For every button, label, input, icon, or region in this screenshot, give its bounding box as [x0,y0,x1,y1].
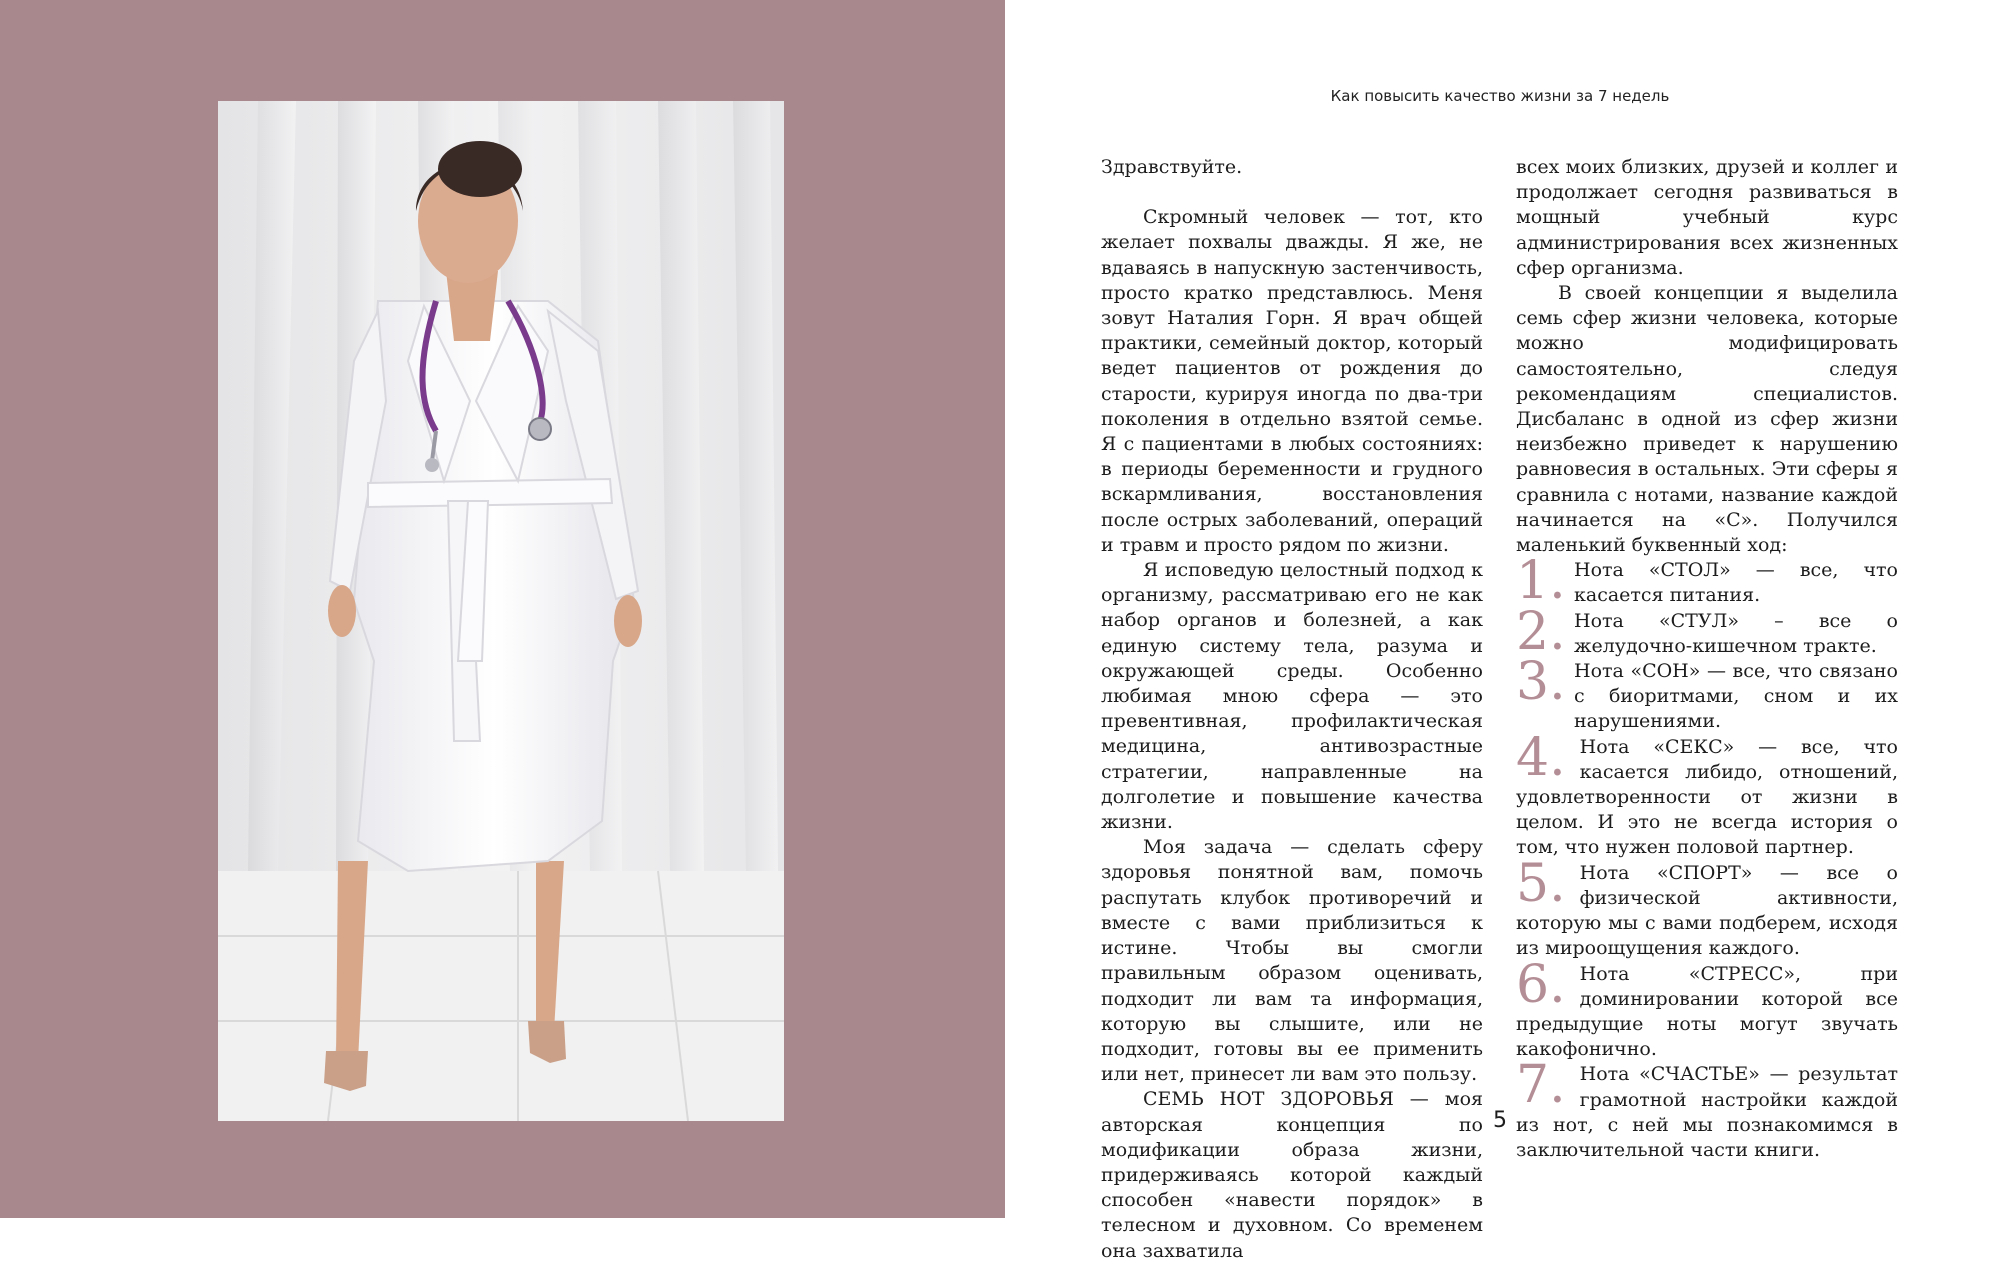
paragraph: В своей концепции я выделила семь сфер жизни человека, которые можно модифицировать самостоятельно, следуя рекомендациям специалистов. Дисбаланс в одной из сфер жизни неизбежно приведет к нарушению равновесия в остальных. Эти сферы я сравнила с нотами, название каждой начинается на «С». Получился маленький буквенный ход: [1516,282,1898,557]
left-page [0,0,1005,1218]
note-item [1516,727,1898,861]
paragraph: Я исповедую целостный подход к организму, рассматриваю его не как набор органов и болезней, а как единую систему тела, разума и окружающей среды. Особенно любимая мною сфера — это превентивная, профилактическая медицина, антивозрастные стратегии, направленные на долголетие и повышение качества жизни. [1101,559,1483,834]
text-column-left [1101,155,1483,1264]
note-item [1516,853,1898,962]
note-item [1516,1055,1898,1163]
doctor-portrait-illustration [218,101,784,1121]
note-text: Нота «СЕКС» — все, что касается либидо, отношений, удовлетворенности от жизни в целом. И это не всегда история о том, что нужен половой партнер. [1516,735,1898,859]
running-head: Как повысить качество жизни за 7 недель [1330,87,1670,105]
note-number: 6. [1516,954,1566,1015]
text-column-right [1516,155,1898,1163]
paragraph: Скромный человек — тот, кто желает похвалы дважды. Я же, не вдаваясь в напускную застенчивость, просто кратко представлюсь. Меня зовут Наталия Горн. Я врач общей практики, семейный доктор, который ведет пациентов от рождения до старости, курируя иногда по два-три поколения в отдельно взятой семье. Я с пациентами в любых состояниях: в периоды беременности и грудного вскармливания, восстановления после острых заболеваний, операций и травм и просто рядом по жизни. [1101,206,1483,556]
page-number: 5 [1493,1108,1507,1133]
note-number: 4. [1516,727,1566,788]
note-text: Нота «СОН» — все, что связано с биоритмами, сном и их нарушениями. [1574,660,1898,733]
note-number: 5. [1516,853,1566,914]
note-item [1516,652,1898,735]
note-text: Нота «СТУЛ» – все о желудочно-кишечном тракте. [1574,609,1898,657]
notes-list [1516,551,1898,1163]
greeting: Здравствуйте. [1101,156,1243,178]
note-number: 1. [1516,551,1566,612]
note-text: Нота «СПОРТ» — все о физической активности, которую мы с вами подберем, исходя из мироощущения каждого. [1516,861,1898,960]
note-item [1516,551,1898,612]
paragraph: Моя задача — сделать сферу здоровья понятной вам, помочь распутать клубок противоречий и вместе с вами приблизиться к истине. Чтобы вы смогли правильным образом оценивать, подходит ли вам та информация, которую вы слышите, или не подходит, готовы вы ее применить или нет, принесет ли вам это пользу. [1101,836,1483,1086]
doctor-portrait-photo [218,101,784,1121]
note-text: Нота «СЧАСТЬЕ» — результат грамотной настройки каждой из нот, с ней мы познакомимся в заключительной части книги. [1516,1063,1898,1161]
note-text: Нота «СТРЕСС», при доминировании которой все предыдущие ноты могут звучать какофонично. [1516,962,1898,1061]
paragraph: СЕМЬ НОТ ЗДОРОВЬЯ — моя авторская концепция по модификации образа жизни, придерживаясь которой каждый способен «навести порядок» в телесном и духовном. Со временем она захватила [1101,1088,1483,1262]
note-item [1516,601,1898,662]
note-number: 3. [1516,652,1566,713]
note-item [1516,954,1898,1063]
note-number: 2. [1516,601,1566,662]
note-text: Нота «СТОЛ» — все, что касается питания. [1574,559,1898,607]
paragraph-continuation: всех моих близких, друзей и коллег и продолжает сегодня развиваться в мощный учебный курс администрирования всех жизненных сфер организма. [1516,156,1898,279]
note-number: 7. [1516,1055,1566,1116]
